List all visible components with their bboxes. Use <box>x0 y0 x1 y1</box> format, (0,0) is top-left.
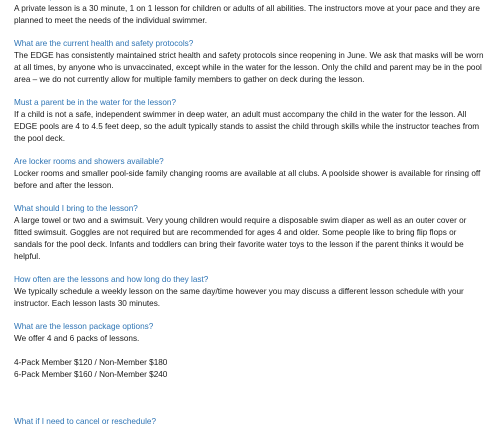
faq-answer-text: We offer 4 and 6 packs of lessons. <box>14 334 140 343</box>
faq-question: What are the current health and safety protocols? <box>14 39 194 48</box>
faq-answer <box>14 3 484 27</box>
faq-answer <box>14 168 484 192</box>
faq-answer-text: If a child is not a safe, independent swimmer in deep water, an adult must accompany the child in the water for the lesson. All EDGE pools are 4 to 4.5 feet deep, so the adult typically stands to assist the child through skills while the instructor teaches from the pool deck. <box>14 110 480 143</box>
price-line-4-pack: 4-Pack Member $120 / Non-Member $180 <box>14 358 168 367</box>
faq-answer-text: We typically schedule a weekly lesson on the same day/time however you may discuss a different lesson schedule with your instructor. Each lesson lasts 30 minutes. <box>14 287 464 308</box>
faq-answer <box>14 333 484 345</box>
faq-answer <box>14 286 484 310</box>
faq-answer-text: The EDGE has consistently maintained strict health and safety protocols since reopening in June. We ask that masks will be worn at all times, by anyone who is unvaccinated, except while in the water for the lesson. Only the child and parent may be in the pool area – we do not currently allow for multiple family members to gather on deck during the lesson. <box>14 51 484 84</box>
faq-answer <box>14 215 484 263</box>
faq-answer <box>14 109 484 145</box>
price-list <box>14 357 484 381</box>
faq-question: Must a parent be in the water for the lesson? <box>14 98 177 107</box>
faq-answer <box>14 50 484 86</box>
faq-item-cancel-reschedule <box>14 416 484 428</box>
faq-answer-text: A private lesson is a 30 minute, 1 on 1 lesson for children or adults of all abilities. The instructors move at your pace and they are planned to meet the needs of the individual swimmer. <box>14 4 480 25</box>
faq-item-lesson-frequency <box>14 274 484 310</box>
faq-item-health-safety <box>14 38 484 86</box>
faq-question: How often are the lessons and how long do they last? <box>14 275 209 284</box>
faq-item-locker-rooms <box>14 156 484 192</box>
section-spacer <box>14 392 484 416</box>
faq-question: What if I need to cancel or reschedule? <box>14 417 156 426</box>
faq-answer-text: Locker rooms and smaller pool-side family changing rooms are available at all clubs. A poolside shower is available for rinsing off before and after the lesson. <box>14 169 481 190</box>
faq-answer-text: A large towel or two and a swimsuit. Very young children would require a disposable swim diaper as well as an outer cover or fitted swimsuit. Goggles are not required but are recommended for ages 4 and older. Some people like to bring flip flops or sandals for the pool deck. Infants and toddlers can bring their favorite water toys to the lesson if the parent thinks it would be helpful. <box>14 216 467 261</box>
faq-question: What are the lesson package options? <box>14 322 154 331</box>
faq-question: Are locker rooms and showers available? <box>14 157 164 166</box>
faq-item-package-options <box>14 321 484 381</box>
faq-item-private-lessons <box>14 0 484 27</box>
faq-question: What should I bring to the lesson? <box>14 204 138 213</box>
faq-item-parent-in-water <box>14 97 484 145</box>
faq-item-what-to-bring <box>14 203 484 263</box>
faq-content <box>14 0 484 439</box>
price-line-6-pack: 6-Pack Member $160 / Non-Member $240 <box>14 370 168 379</box>
